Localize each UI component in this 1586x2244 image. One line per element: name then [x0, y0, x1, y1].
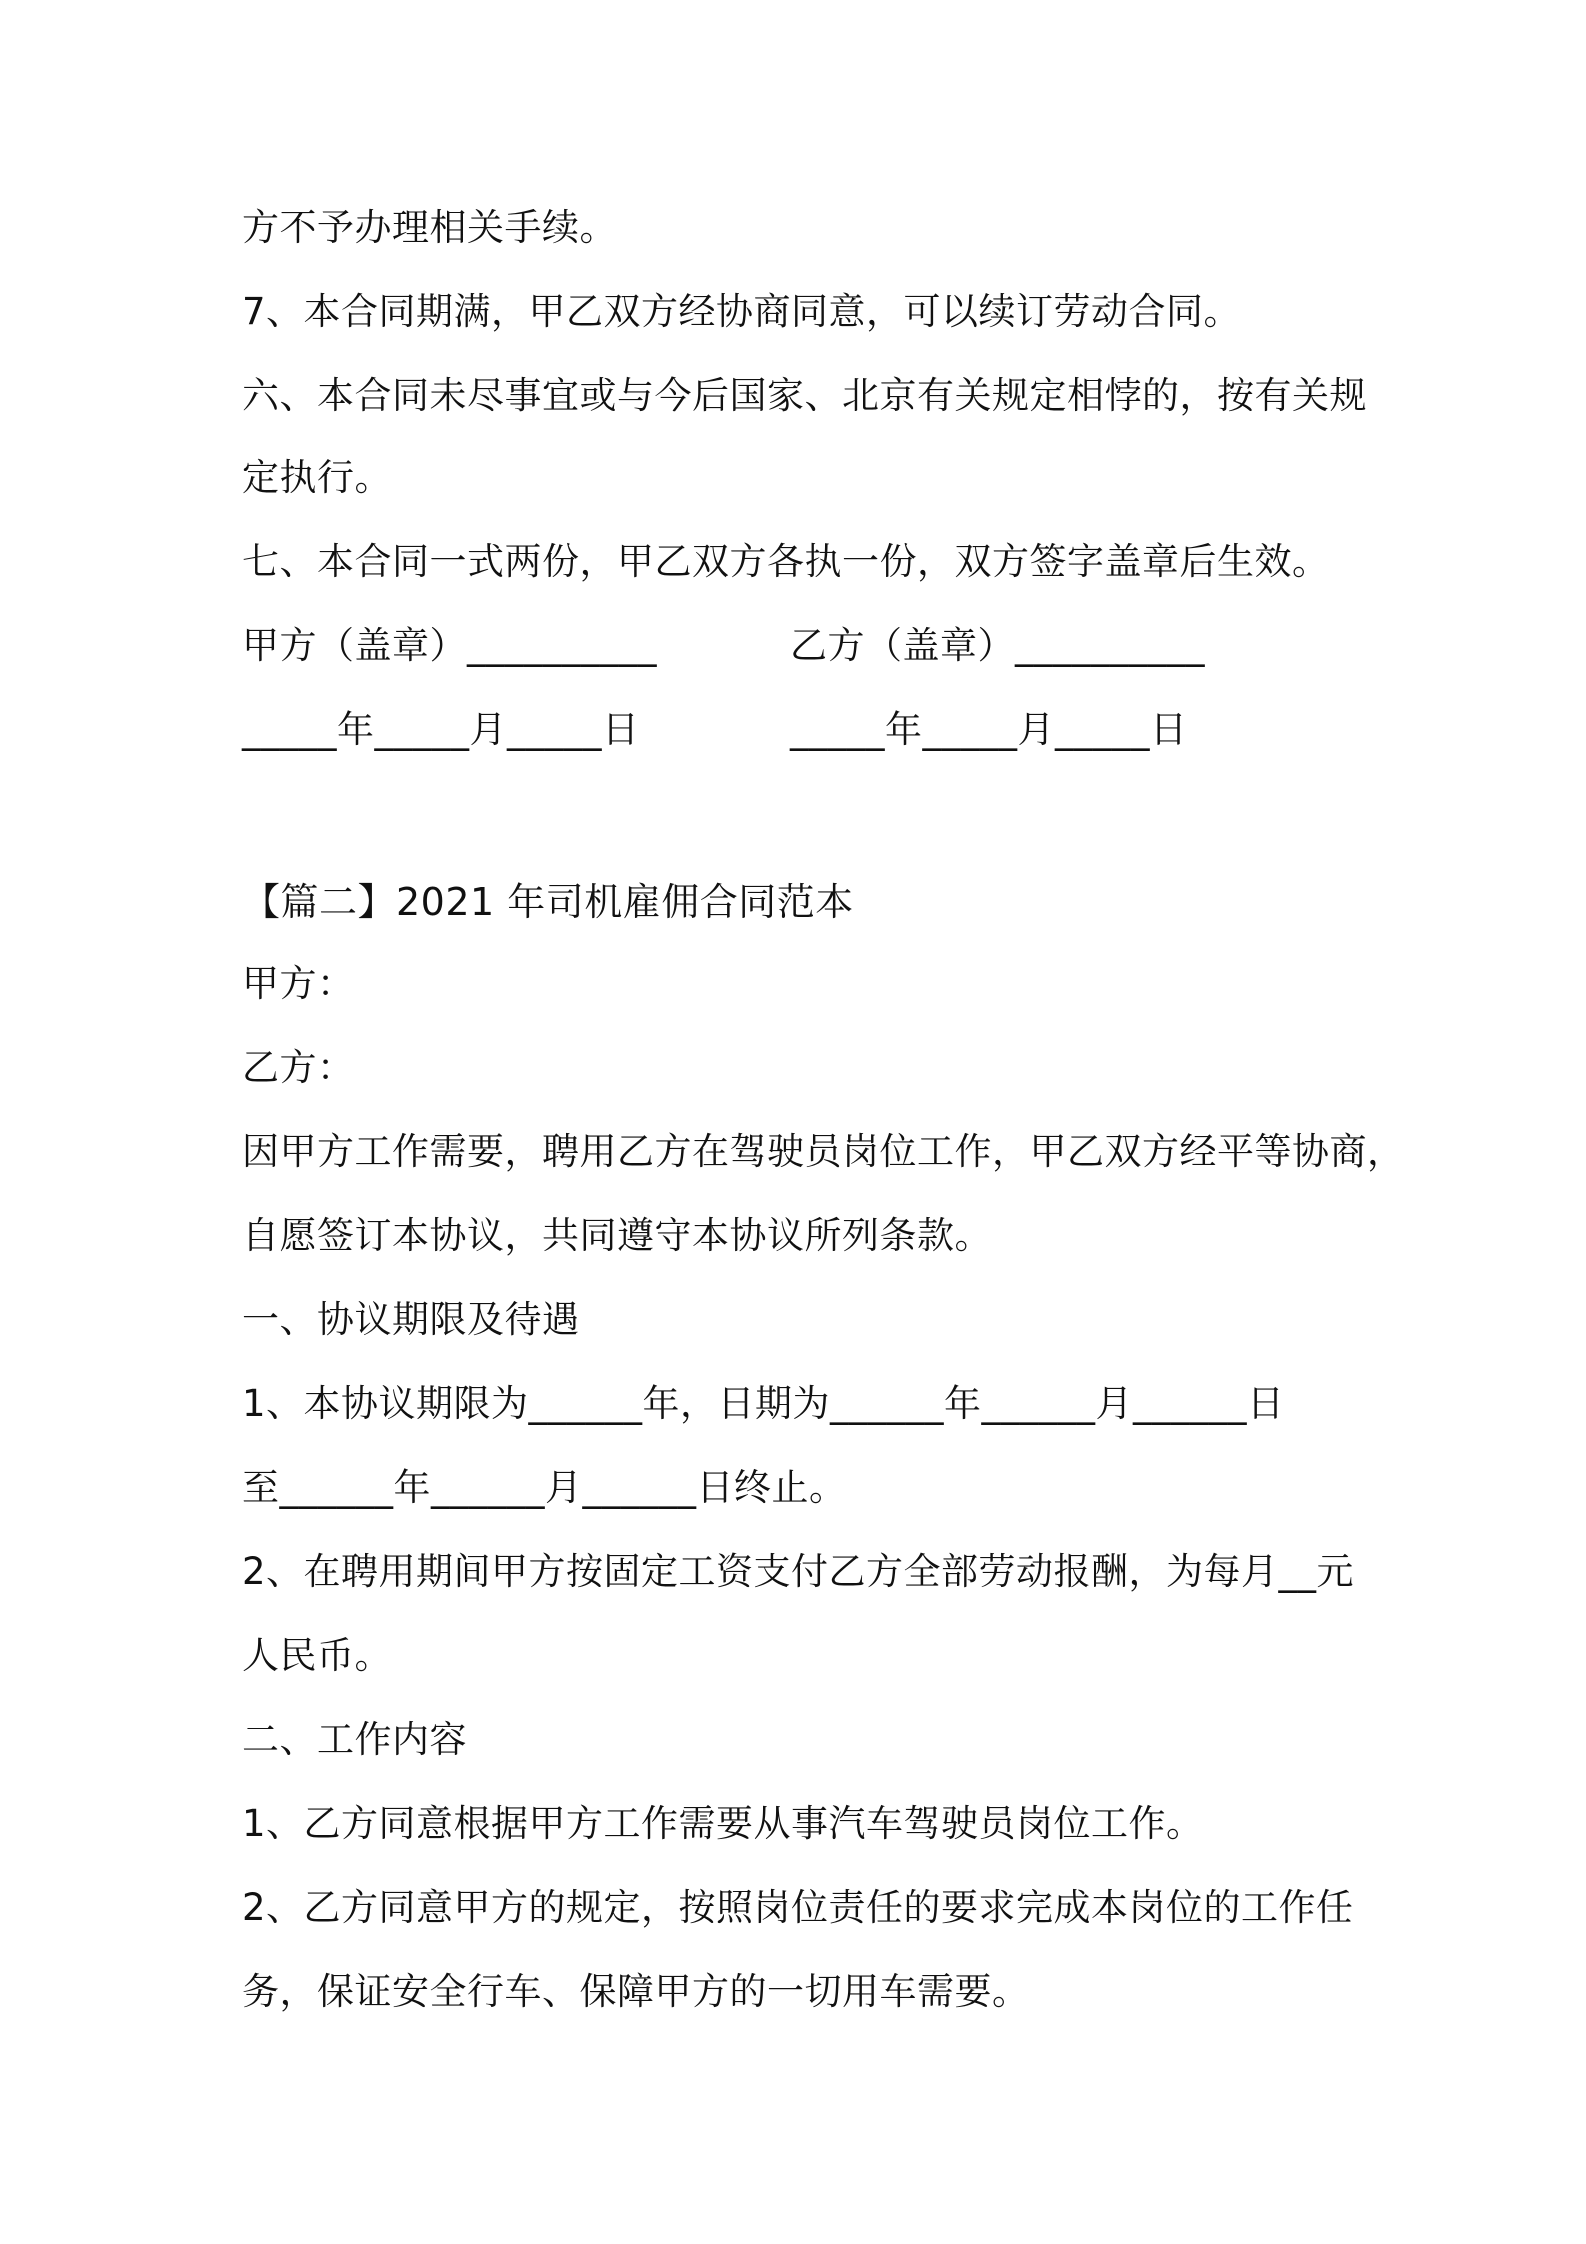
heading-one: 一、协议期限及待遇: [242, 1298, 580, 1341]
clause-six-line-1: 六、本合同未尽事宜或与今后国家、北京有关规定相悖的，按有关规: [242, 374, 1367, 417]
party-b-seal-line: 乙方（盖章）__________: [790, 624, 1205, 667]
heading-two: 二、工作内容: [242, 1718, 467, 1761]
intro-line-2: 自愿签订本协议，共同遵守本协议所列条款。: [242, 1214, 992, 1257]
party-b-date-line: _____年_____月_____日: [790, 708, 1188, 751]
section-two-title: 【篇二】2021 年司机雇佣合同范本: [242, 880, 854, 924]
party-a-seal-line: 甲方（盖章）__________: [242, 624, 657, 667]
item-2-line-2: 人民币。: [242, 1634, 392, 1677]
party-a-label: 甲方：: [242, 962, 355, 1005]
clause-six-line-2: 定执行。: [242, 456, 392, 499]
work-item-2-line-1: 2、乙方同意甲方的规定，按照岗位责任的要求完成本岗位的工作任: [242, 1886, 1354, 1929]
item-1-line-2: 至______年______月______日终止。: [242, 1466, 847, 1509]
intro-line-1: 因甲方工作需要，聘用乙方在驾驶员岗位工作，甲乙双方经平等协商，: [242, 1130, 1405, 1173]
work-item-2-line-2: 务，保证安全行车、保障甲方的一切用车需要。: [242, 1970, 1030, 2013]
work-item-1: 1、乙方同意根据甲方工作需要从事汽车驾驶员岗位工作。: [242, 1802, 1204, 1845]
item-2-line-1: 2、在聘用期间甲方按固定工资支付乙方全部劳动报酬，为每月__元: [242, 1550, 1355, 1593]
party-b-label: 乙方：: [242, 1046, 355, 1089]
continuation-text: 方不予办理相关手续。: [242, 206, 617, 249]
party-a-date-line: _____年_____月_____日: [242, 708, 640, 751]
item-1-line-1: 1、本协议期限为______年，日期为______年______月______日: [242, 1382, 1285, 1425]
clause-seven-text: 七、本合同一式两份，甲乙双方各执一份，双方签字盖章后生效。: [242, 540, 1330, 583]
clause-7-text: 7、本合同期满，甲乙双方经协商同意，可以续订劳动合同。: [242, 290, 1242, 333]
